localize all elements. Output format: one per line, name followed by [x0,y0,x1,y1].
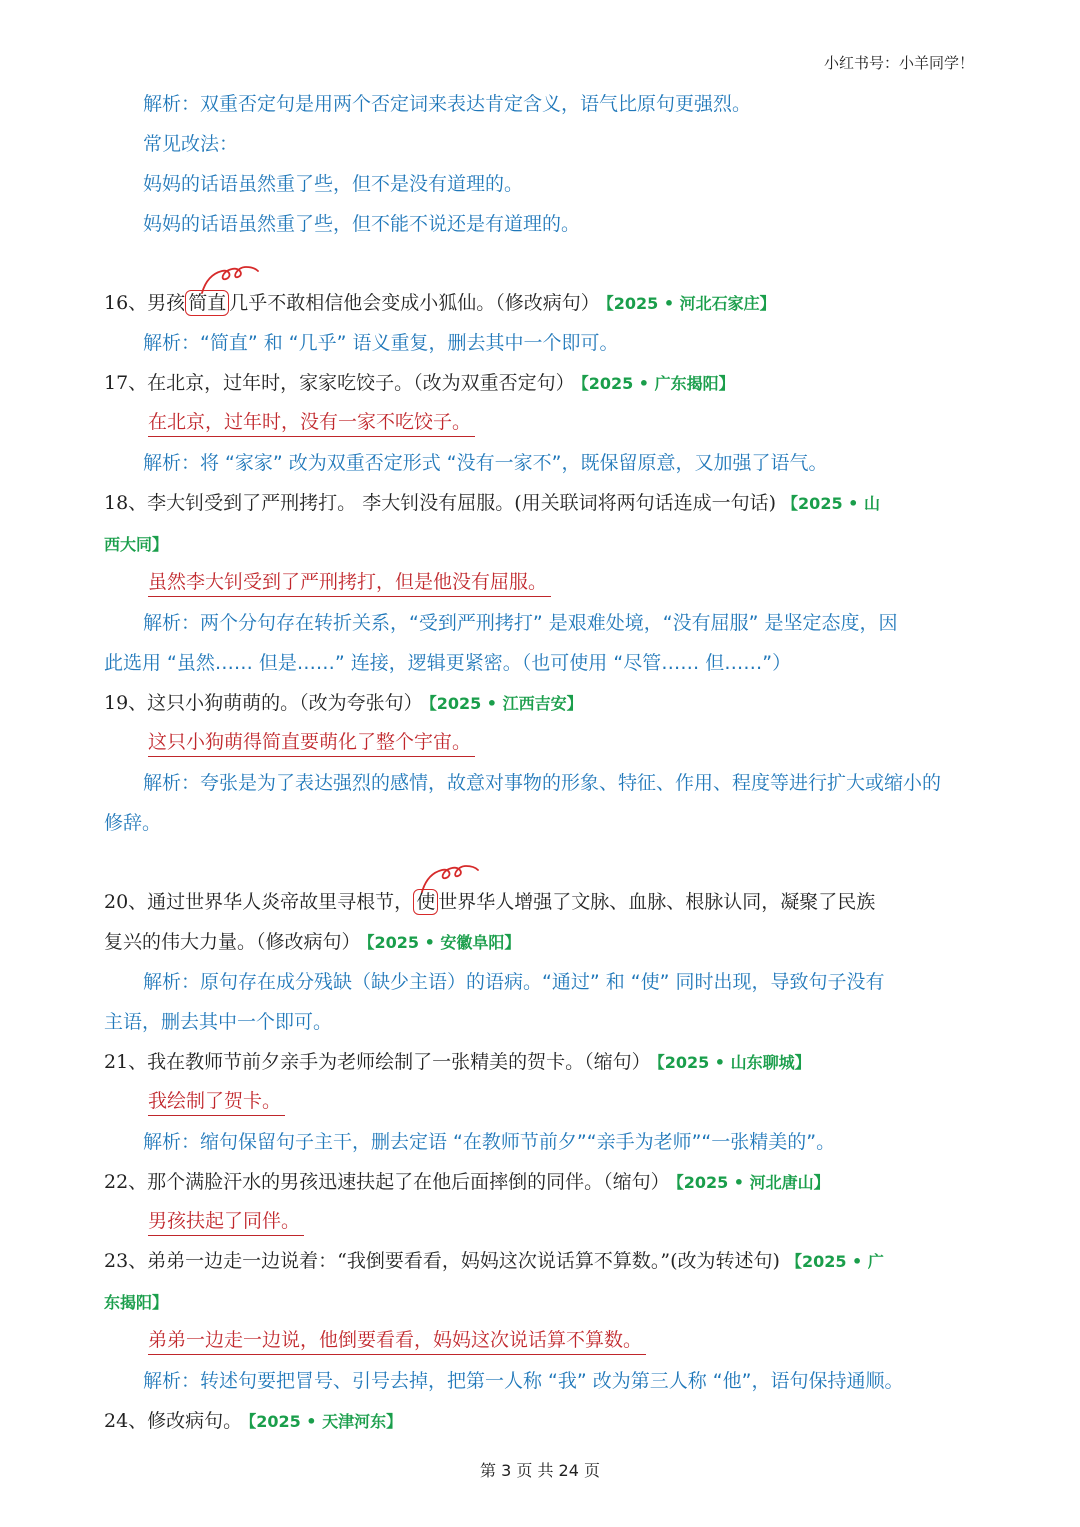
question-18 [104,489,980,518]
q23-analysis: 解析：转述句要把冒号、引号去掉，把第一人称 “我” 改为第三人称 “他”，语句保持通顺。 [143,1370,904,1392]
q16-suffix: 几乎不敢相信他会变成小狐仙。（修改病句） [229,292,600,314]
q21-analysis: 解析：缩句保留句子主干，删去定语 “在教师节前夕”“亲手为老师”“一张精美的”。 [143,1131,836,1153]
q19-analysis-line-2: 修辞。 [104,812,162,834]
q19-source-tag: 【2025 • 江西吉安】 [428,694,583,713]
question-17 [104,369,980,398]
question-16 [104,289,980,318]
q18-source-tag: 【2025 • 山 [782,494,880,513]
question-23 [104,1247,980,1276]
q21-answer: 我绘制了贺卡。 [148,1087,285,1116]
question-21 [104,1048,980,1077]
header-note: 小红书号：小羊同学！ [823,54,974,72]
q20-suffix: 世界华人增强了文脉、血脉、根脉认同，凝聚了民族 [438,891,876,913]
q16-analysis: 解析：“简直” 和 “几乎” 语义重复，删去其中一个即可。 [143,332,619,354]
q17-answer: 在北京，过年时，没有一家不吃饺子。 [148,408,475,437]
q22-answer: 男孩扶起了同伴。 [148,1207,304,1236]
question-24 [104,1407,980,1436]
q19-answer: 这只小狗萌得简直要萌化了整个宇宙。 [148,728,475,757]
q23-text: 23、弟弟一边走一边说着：“我倒要看看，妈妈这次说话算不算数。”(改为转述句) [104,1250,780,1272]
question-19 [104,689,980,718]
q16-source-tag: 【2025 • 河北石家庄】 [605,294,776,313]
q23-answer: 弟弟一边走一边说，他倒要看看，妈妈这次说话算不算数。 [148,1326,646,1355]
q18-source-continued-line [104,530,980,559]
q23-source-continued-line [104,1288,980,1317]
q21-source-tag: 【2025 • 山东聊城】 [656,1053,811,1072]
q22-text: 22、那个满脸汗水的男孩迅速扶起了在他后面摔倒的同伴。（缩句） [104,1171,670,1193]
q20-analysis-line-2: 主语，删去其中一个即可。 [104,1011,333,1033]
q18-analysis-line-2: 此选用 “虽然…… 但是……” 连接，逻辑更紧密。（也可使用 “尽管…… 但……”） [104,652,792,674]
q19-text: 19、这只小狗萌萌的。（改为夸张句） [104,692,423,714]
q17-source-tag: 【2025 • 广东揭阳】 [580,374,735,393]
intro-common-title: 常见改法： [143,133,239,155]
question-20-line-2 [104,928,980,957]
intro-analysis: 解析：双重否定句是用两个否定词来表达肯定含义，语气比原句更强烈。 [143,93,752,115]
q18-text: 18、李大钊受到了严刑拷打。 李大钊没有屈服。(用关联词将两句话连成一句话) [104,492,777,514]
q17-analysis: 解析：将 “家家” 改为双重否定形式 “没有一家不”，既保留原意，又加强了语气。 [143,452,828,474]
q20-marked-word [413,889,438,915]
q19-analysis-line-1: 解析：夸张是为了表达强烈的感情，故意对事物的形象、特征、作用、程度等进行扩大或缩小的 [143,772,942,794]
q20-boxed-text: 使 [416,891,436,913]
q16-marked-word [185,290,229,316]
q20-analysis-line-1: 解析：原句存在成分残缺（缺少主语）的语病。“通过” 和 “使” 同时出现，导致句子没有 [143,971,885,993]
q20-prefix: 20、通过世界华人炎帝故里寻根节， [104,891,414,913]
proofreading-delete-mark-icon [200,265,260,295]
q16-boxed-text: 简直 [188,292,227,314]
q17-text: 17、在北京，过年时，家家吃饺子。（改为双重否定句） [104,372,575,394]
q24-text: 24、修改病句。 [104,1410,243,1432]
proofreading-delete-mark-icon [420,864,480,894]
question-22 [104,1168,980,1197]
intro-example-2: 妈妈的话语虽然重了些，但不能不说还是有道理的。 [143,213,581,235]
q16-prefix: 16、男孩 [104,292,186,314]
q20-line-2-text: 复兴的伟大力量。（修改病句） [104,931,361,953]
intro-example-1: 妈妈的话语虽然重了些，但不是没有道理的。 [143,173,524,195]
q22-source-tag: 【2025 • 河北唐山】 [675,1173,830,1192]
q23-source-continued: 东揭阳】 [104,1293,169,1312]
q18-analysis-line-1: 解析：两个分句存在转折关系，“受到严刑拷打” 是艰难处境，“没有屈服” 是坚定态度，因 [143,612,898,634]
page-footer: 第 3 页 共 24 页 [480,1461,600,1480]
q18-source-continued: 西大同】 [104,535,169,554]
q20-source-tag: 【2025 • 安徽阜阳】 [366,933,521,952]
q18-answer: 虽然李大钊受到了严刑拷打，但是他没有屈服。 [148,568,551,597]
q23-source-tag: 【2025 • 广 [785,1252,884,1271]
q21-text: 21、我在教师节前夕亲手为老师绘制了一张精美的贺卡。（缩句） [104,1051,651,1073]
q24-source-tag: 【2025 • 天津河东】 [248,1412,403,1431]
question-20 [104,888,980,916]
